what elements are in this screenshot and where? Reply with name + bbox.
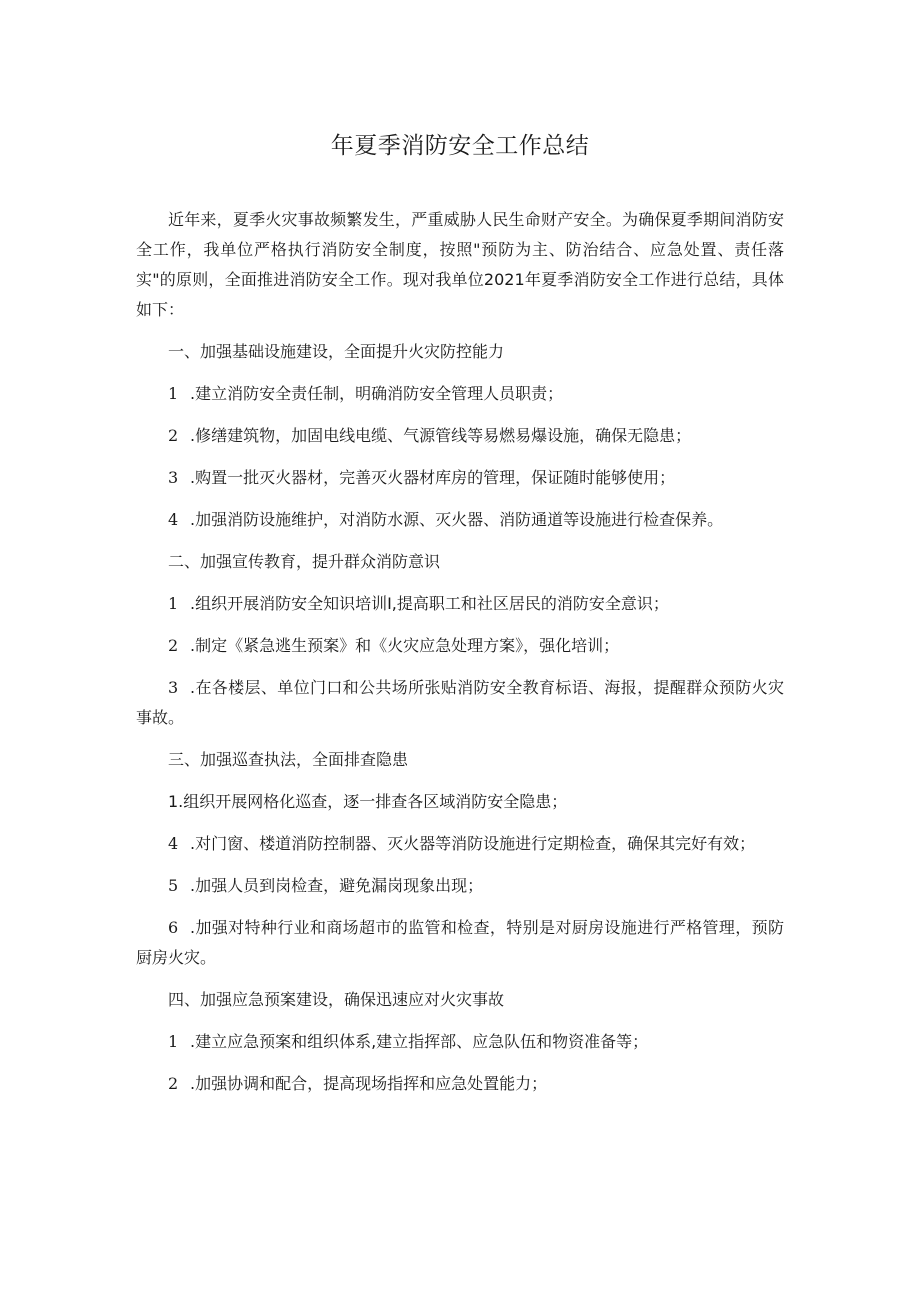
item-text: .制定《紧急逃生预案》和《火灾应急处理方案》，强化培训； <box>190 636 620 655</box>
item-text: .加强消防设施维护，对消防水源、灭火器、消防通道等设施进行检查保养。 <box>190 510 724 529</box>
section-3-item-4 <box>136 913 784 973</box>
section-heading-1: 一、加强基础设施建设，全面提升火灾防控能力 <box>168 342 505 361</box>
section-heading-2: 二、加强宣传教育，提升群众消防意识 <box>168 552 441 571</box>
item-number: 3 <box>168 678 179 697</box>
section-heading-4: 四、加强应急预案建设，确保迅速应对火灾事故 <box>168 990 505 1009</box>
section-4-item-2 <box>136 1069 784 1099</box>
item-number: 3 <box>168 468 179 487</box>
section-3-item-2 <box>136 829 784 859</box>
item-number: 4 <box>168 834 179 853</box>
item-number: 5 <box>168 876 179 895</box>
item-number: 2 <box>168 636 179 655</box>
section-4-item-1 <box>136 1027 784 1057</box>
section-2-item-2 <box>136 631 784 661</box>
section-2-item-1 <box>136 589 784 619</box>
section-1-item-2 <box>136 421 784 451</box>
item-number: 1 <box>168 384 179 403</box>
section-1-item-3 <box>136 463 784 493</box>
item-text: .建立消防安全责任制，明确消防安全管理人员职责； <box>190 384 564 403</box>
item-number: 1 <box>168 594 179 613</box>
item-number: 2 <box>168 1074 179 1093</box>
item-text: 1.组织开展网格化巡查，逐一排查各区域消防安全隐患； <box>168 792 568 811</box>
item-number: 2 <box>168 426 179 445</box>
item-text: .组织开展消防安全知识培训I,提高职工和社区居民的消防安全意识； <box>190 594 669 613</box>
section-1-item-1 <box>136 379 784 409</box>
item-text: .购置一批灭火器材，完善灭火器材库房的管理，保证随时能够使用； <box>190 468 676 487</box>
item-text: .加强协调和配合，提高现场指挥和应急处置能力； <box>190 1074 548 1093</box>
item-text: .加强对特种行业和商场超市的监管和检查，特别是对厨房设施进行严格管理，预防厨房火灾。 <box>136 918 784 967</box>
section-heading-3: 三、加强巡查执法，全面排查隐患 <box>168 750 409 769</box>
section-1-item-4 <box>136 505 784 535</box>
item-number: 4 <box>168 510 179 529</box>
document-body <box>136 205 784 1111</box>
section-3-item-1 <box>136 787 784 817</box>
section-3-item-3 <box>136 871 784 901</box>
item-text: .建立应急预案和组织体系,建立指挥部、应急队伍和物资准备等； <box>190 1032 649 1051</box>
intro-paragraph: 近年来，夏季火灾事故频繁发生，严重威胁人民生命财产安全。为确保夏季期间消防安全工作，我单位严格执行消防安全制度，按照"预防为主、防治结合、应急处置、责任落实"的原则，全面推进消防安全工作。现对我单位2021年夏季消防安全工作进行总结，具体如下： <box>136 210 784 319</box>
item-text: .加强人员到岗检查，避免漏岗现象出现； <box>190 876 484 895</box>
item-text: .在各楼层、单位门口和公共场所张贴消防安全教育标语、海报，提醒群众预防火灾事故。 <box>136 678 784 727</box>
item-text: .修缮建筑物，加固电线电缆、气源管线等易燃易爆设施，确保无隐患； <box>190 426 692 445</box>
document-title: 年夏季消防安全工作总结 <box>330 133 590 159</box>
section-2-item-3 <box>136 673 784 733</box>
item-number: 1 <box>168 1032 179 1051</box>
item-number: 6 <box>168 918 179 937</box>
item-text: .对门窗、楼道消防控制器、灭火器等消防设施进行定期检查，确保其完好有效； <box>190 834 756 853</box>
